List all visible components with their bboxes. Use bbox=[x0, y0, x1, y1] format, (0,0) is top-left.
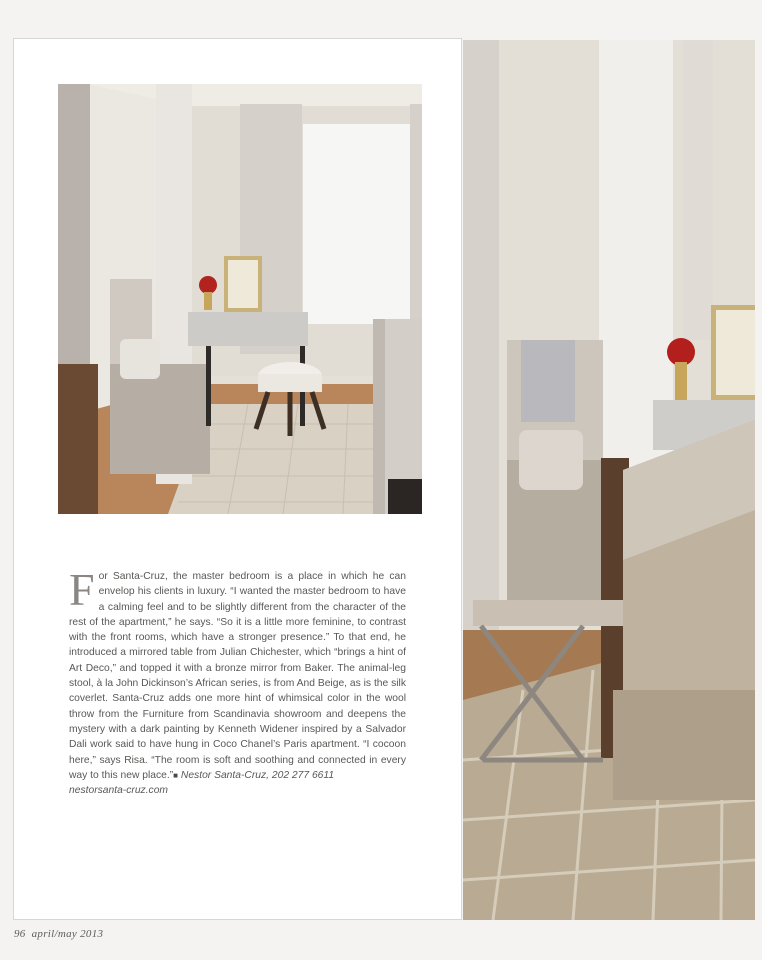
designer-website: nestorsanta-cruz.com bbox=[69, 785, 169, 797]
page-folio bbox=[14, 928, 103, 940]
bedroom-bed-photo bbox=[463, 40, 755, 920]
article-text: or Santa-Cruz, the master bedroom is a place in which he can envelop his clients in luxury. “I wanted the master bedroom to have a calming feel and to be slightly different from the character of the rest of the apartment,” he says. “So it is a little more feminine, to contrast with the front rooms, which have a stronger presence.” To that end, he introduced a mirrored table from Julian Chichester, which “brings a hint of Art Deco,” and topped it with a bronze mirror from Baker. The animal-leg stool, à la John Dickinson’s African series, is from And Beige, as is the silk coverlet. Santa-Cruz adds one more hint of whimsical color in the wool throw from the Furniture from Scandinavia showroom and deepens the mystery with a dark painting by Kenneth Widener inspired by a Salvador Dali work said to have hung in Coco Chanel’s Paris apartment. “I cocoon here,” says Risa. “The room is soft and soothing and connected in every way to this new place.” bbox=[69, 571, 406, 781]
page-number: 96 bbox=[14, 928, 26, 940]
issue-date: april/may 2013 bbox=[31, 928, 104, 940]
designer-credit: Nestor Santa-Cruz, 202 277 6611 bbox=[180, 769, 335, 781]
end-mark: ■ bbox=[173, 770, 179, 780]
article-body bbox=[69, 564, 406, 798]
bedroom-vanity-photo bbox=[58, 84, 422, 514]
drop-cap: F bbox=[69, 564, 95, 615]
